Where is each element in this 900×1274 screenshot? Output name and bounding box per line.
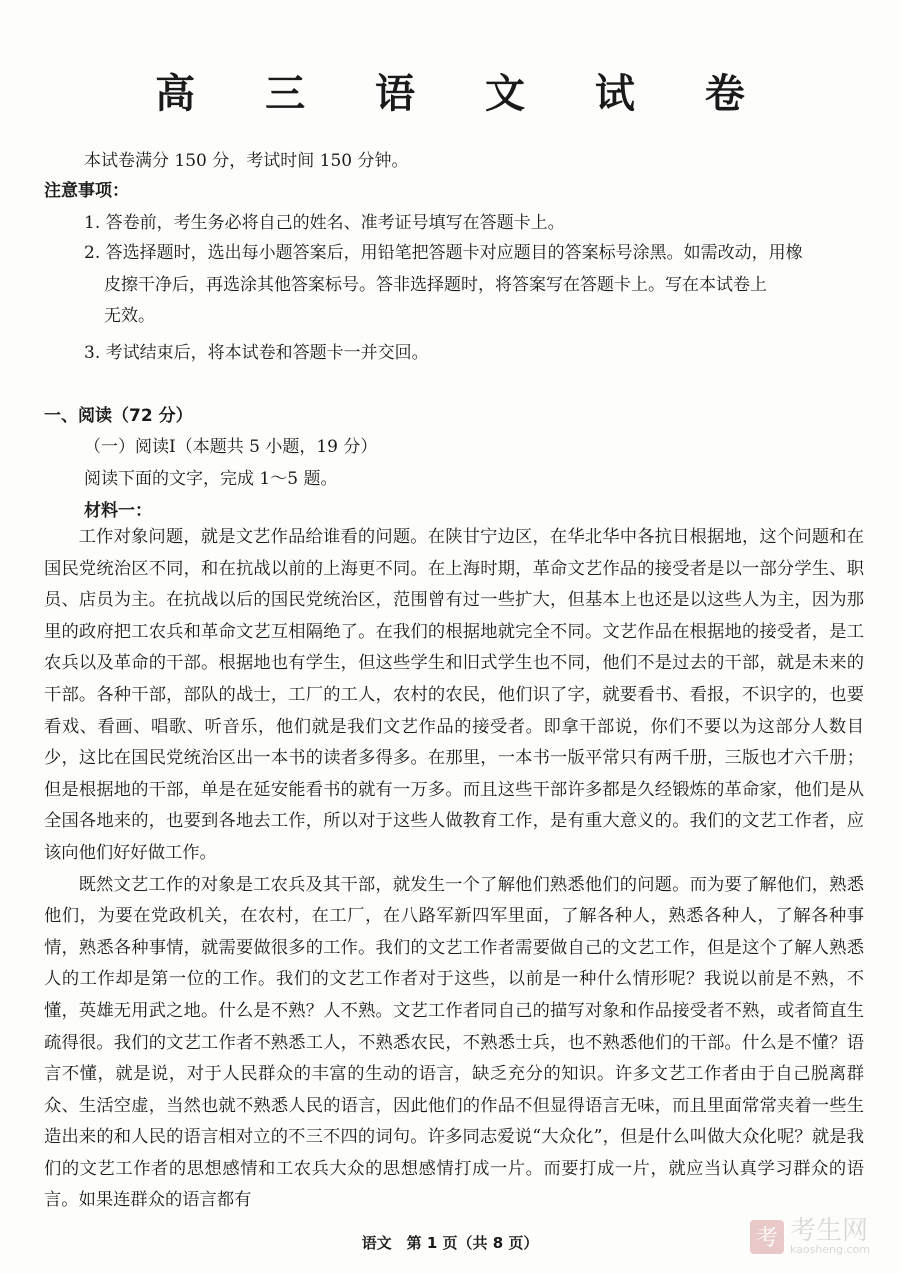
page-footer: 语文 第 1 页（共 8 页） bbox=[361, 1234, 539, 1252]
page-title: 高 三 语 文 试 卷 bbox=[155, 71, 773, 117]
reading-passage bbox=[44, 522, 864, 1217]
notes-heading: 注意事项： bbox=[44, 181, 129, 201]
notes-item-2-line-1: 2. 答选择题时，选出每小题答案后，用铅笔把答题卡对应题目的答案标号涂黑。如需改动，用橡 bbox=[84, 243, 803, 263]
watermark-name: 考生网 bbox=[789, 1216, 868, 1246]
section-heading: 一、阅读（72 分） bbox=[44, 406, 193, 426]
notes-item-2-line-3: 无效。 bbox=[104, 306, 155, 326]
watermark-logo-icon: 考 bbox=[750, 1220, 784, 1254]
notes-item-3: 3. 考试结束后，将本试卷和答题卡一并交回。 bbox=[84, 343, 429, 363]
passage-paragraph-1: 工作对象问题，就是文艺作品给谁看的问题。在陕甘宁边区，在华北华中各抗日根据地，这个问题和在国民党统治区不同，和在抗战以前的上海更不同。在上海时期，革命文艺作品的接受者是以一部分学生、职员、店员为主。在抗战以后的国民党统治区，范围曾有过一些扩大，但基本上也还是以这些人为主，因为那里的政府把工农兵和革命文艺互相隔绝了。在我们的根据地就完全不同。文艺作品在根据地的接受者，是工农兵以及革命的干部。根据地也有学生，但这些学生和旧式学生也不同，他们不是过去的干部，就是未来的干部。各种干部，部队的战士，工厂的工人，农村的农民，他们识了字，就要看书、看报，不识字的，也要看戏、看画、唱歌、听音乐，他们就是我们文艺作品的接受者。即拿干部说，你们不要以为这部分人数目少，这比在国民党统治区出一本书的读者多得多。在那里，一本书一版平常只有两千册，三版也才六千册；但是根据地的干部，单是在延安能看书的就有一万多。而且这些干部许多都是久经锻炼的革命家，他们是从全国各地来的，也要到各地去工作，所以对于这些人做教育工作，是有重大意义的。我们的文艺工作者，应该向他们好好做工作。 bbox=[44, 527, 864, 863]
notes-item-1: 1. 答卷前，考生务必将自己的姓名、准考证号填写在答题卡上。 bbox=[84, 213, 565, 233]
exam-intro: 本试卷满分 150 分，考试时间 150 分钟。 bbox=[84, 151, 409, 171]
watermark-url: kaosheng.com bbox=[789, 1243, 870, 1256]
material-label: 材料一： bbox=[84, 501, 152, 521]
notes-item-2-line-2: 皮擦干净后，再选涂其他答案标号。答非选择题时，将答案写在答题卡上。写在本试卷上 bbox=[104, 275, 767, 295]
passage-paragraph-2: 既然文艺工作的对象是工农兵及其干部，就发生一个了解他们熟悉他们的问题。而为要了解他们，熟悉他们，为要在党政机关，在农村，在工厂，在八路军新四军里面，了解各种人，熟悉各种人，了解各种事情，熟悉各种事情，就需要做很多的工作。我们的文艺工作者需要做自己的文艺工作，但是这个了解人熟悉人的工作却是第一位的工作。我们的文艺工作者对于这些，以前是一种什么情形呢？我说以前是不熟，不懂，英雄无用武之地。什么是不熟？人不熟。文艺工作者同自己的描写对象和作品接受者不熟，或者简直生疏得很。我们的文艺工作者不熟悉工人，不熟悉农民，不熟悉士兵，也不熟悉他们的干部。什么是不懂？语言不懂，就是说，对于人民群众的丰富的生动的语言，缺乏充分的知识。许多文艺工作者由于自己脱离群众、生活空虚，当然也就不熟悉人民的语言，因此他们的作品不但显得语言无味，而且里面常常夹着一些生造出来的和人民的语言相对立的不三不四的词句。许多同志爱说“大众化”，但是什么叫做大众化呢？就是我们的文艺工作者的思想感情和工农兵大众的思想感情打成一片。而要打成一片，就应当认真学习群众的语言。如果连群众的语言都有 bbox=[44, 874, 864, 1211]
subsection-heading: （一）阅读Ⅰ（本题共 5 小题，19 分） bbox=[84, 437, 378, 457]
reading-instruction: 阅读下面的文字，完成 1～5 题。 bbox=[84, 469, 338, 489]
site-watermark bbox=[750, 1218, 870, 1255]
